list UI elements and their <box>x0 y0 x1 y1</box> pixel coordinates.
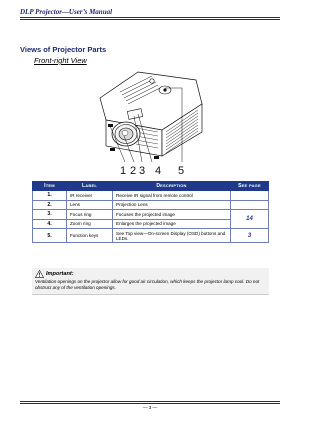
column-header-see-page: See page <box>231 182 269 191</box>
row-item: 4. <box>33 219 67 229</box>
projector-illustration <box>92 64 208 176</box>
table-header-row <box>33 182 269 191</box>
warning-icon <box>35 270 44 278</box>
callout-3: 3 <box>139 165 146 176</box>
row-item: 1. <box>33 191 67 201</box>
important-title: Important: <box>46 271 74 277</box>
row-description: Projection Lens <box>113 200 231 210</box>
row-page <box>231 191 269 201</box>
section-title: Views of Projector Parts <box>20 45 107 54</box>
row-item: 2. <box>33 200 67 210</box>
manual-title: DLP Projector—User’s Manual <box>20 8 113 16</box>
column-header-item: Item <box>33 182 67 191</box>
page-number: — 3 — <box>142 404 158 410</box>
row-label: IR receiver <box>67 191 113 201</box>
row-item: 5. <box>33 229 67 243</box>
callout-5: 5 <box>178 165 185 176</box>
table-row <box>33 210 269 220</box>
page-footer <box>20 401 280 411</box>
row-description: See Top view—On-screen Display (OSD) buttons and LEDs. <box>113 229 231 243</box>
column-header-label: Label <box>67 182 113 191</box>
row-description: Enlarges the projected image <box>113 219 231 229</box>
row-page-link[interactable]: 14 <box>231 210 269 229</box>
callout-2: 2 <box>130 165 137 176</box>
callout-1: 1 <box>120 165 127 176</box>
header-rule-thin <box>20 19 280 20</box>
row-page-link[interactable]: 3 <box>231 229 269 243</box>
row-page <box>231 200 269 210</box>
footer-rule-thin <box>20 403 280 404</box>
row-item: 3. <box>33 210 67 220</box>
page-header <box>20 8 280 21</box>
row-label: Zoom ring <box>67 219 113 229</box>
table-row <box>33 191 269 201</box>
parts-table <box>32 181 269 243</box>
important-text: Ventilation openings on the projector allow for good air circulation, which keeps the projector lamp cool. Do not obstruct any of the ventilation openings. <box>35 279 260 290</box>
row-label: Function keys <box>67 229 113 243</box>
important-note <box>32 268 269 295</box>
row-label: Lens <box>67 200 113 210</box>
subsection-title: Front-right View <box>34 56 87 65</box>
row-description: Receive IR signal from remote control <box>113 191 231 201</box>
table-row <box>33 200 269 210</box>
row-label: Focus ring <box>67 210 113 220</box>
callout-4: 4 <box>155 165 162 176</box>
row-description: Focuses the projected image <box>113 210 231 220</box>
column-header-description: Description <box>113 182 231 191</box>
table-row <box>33 229 269 243</box>
